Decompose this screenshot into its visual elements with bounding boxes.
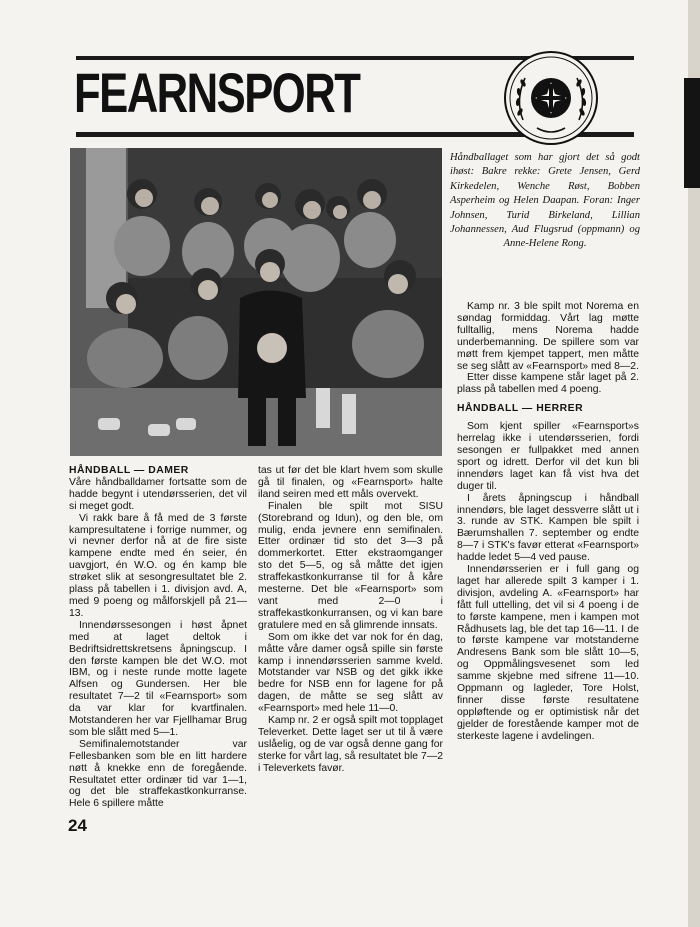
paragraph: Vi rakk bare å få med de 3 første kampresultatene i forrige nummer, og vi nevner derfor nå at de fire siste kampene endte med én seier, én uavgjort, én W.O. og én kamp ble strøket slik at sesongresultatet ble 2. plass på tabellen i 1. divisjon avd. A, med 9 poeng og målforskjell på 21—13. [69, 512, 247, 619]
article-column-2 [258, 465, 443, 775]
paragraph: Etter disse kampene står laget på 2. plass på tabellen med 4 poeng. [457, 372, 639, 396]
paragraph: Kamp nr. 2 er også spilt mot topplaget Televerket. Dette laget ser ut til å være uslåelig, og de var også denne gang for sterke for vårt lag, så resultatet ble 7—2 i Televerkets favør. [258, 715, 444, 774]
paragraph: Semifinalemotstander var Fellesbanken som ble en litt hardere nøtt å knekke enn de foregående. Resultatet etter ordinær tid var 1—1, og det ble straffekastkonkurranse. Hele 6 spillere måtte [69, 738, 247, 810]
paragraph: Innendørsserien er i full gang og laget har allerede spilt 3 kamper i 1. divisjon, avdeling A. «Fearnsport» har fått full uttelling, det vil si 4 poeng i de to første kampene, men i kampen mot Rådhusets lag, ble det tap 16—11. I de to første kampene var motstanderne Andresens Bank som ble slått 10—5, og Oppmålingsvesenet som led samme skjebne med sifrene 11—10. Oppmann og lagleder, Tore Holst, finner disse første resultatene oppløftende og er optimistisk når det gjelder de forestående kamper mot de sterkeste lagene i avdelingen. [457, 564, 639, 742]
paragraph: Som kjent spiller «Fearnsport»s herrelag ikke i utendørsserien, fordi sesongen er fullpakket med annen sport og idrett. Derfor vil det kun bli innendørs laget kan få vist hva det duger til. [457, 421, 639, 492]
page-number: 24 [68, 816, 87, 835]
page-edge-shadow [684, 78, 700, 188]
paragraph: Som om ikke det var nok for én dag, måtte våre damer også spille sin første kamp i innendørsserien samme kveld. Motstander var NSB og det gikk ikke bedre for NSB enn for lagene for på dagen, de måtte se seg slått av «Fearnsport» med hele 11—0. [258, 631, 443, 715]
photo-caption: Håndballaget som har gjort det så godt ihøst: Bakre rekke: Grete Jensen, Gerd Kirkedelen, Wenche Røst, Bobben Asperheim og Helen Daapan. Foran: Inger Johnsen, Turid Birkeland, Lillian Johannessen, Aud Flugsrud (oppmann) og Anne-Helene Rong. [450, 152, 640, 250]
paragraph: tas ut før det ble klart hvem som skulle gå til finalen, og «Fearnsport» halte iland seiren med ett måls overvekt. [258, 465, 443, 500]
paragraph: I årets åpningscup i håndball innendørs, ble laget dessverre slått ut i 3. runde av STK. Kampen ble spilt i Bærumshallen 7. september og endte 8—7 i STK's favør etterat «Fearnsport» hadde ledet 5—4 ved pause. [457, 492, 639, 564]
article-column-1 [69, 465, 247, 810]
paragraph: Kamp nr. 3 ble spilt mot Norema en søndag formiddag. Vårt lag møtte fulltallig, mens Norema hadde underbemanning. De spillere som var møtt frem kjempet tappert, men måtte se seg slått av «Fearnsport» med 8—2. [457, 301, 639, 372]
team-photo [70, 148, 442, 456]
paragraph: Innendørssesongen i høst åpnet med at laget deltok i Bedriftsidrettskretsens åpningscup. I den første kampen ble det W.O. mot IBM, og i neste runde motte lagete Alfsen og Gundersen. Her ble resultatet 7—2 til «Fearnsport» som da var klar for kvartfinalen. Motstanderen her var Fjellhamar Brug som ble slått med 5—1. [69, 619, 247, 738]
section-heading-damer: HÅNDBALL — DAMER [69, 465, 189, 476]
masthead-title: FEARNSPORT [74, 61, 360, 124]
section-heading-herrer: HÅNDBALL — HERRER [457, 403, 584, 415]
paragraph: Finalen ble spilt mot SISU (Storebrand og Idun), og den ble, om mulig, enda jevnere enn semifinalen. Etter ordinær tid sto det 3—3 på dommerkortet. Etter ekstraomganger sto det 5—5, og så måtte det igjen straffekastkonkurranse til for å kåre mesterne. Det ble «Fearnsport» som vant med 2—0 i straffekastkonkurransen, og vi kan bare gratulere med en så glimrende innsats. [258, 500, 443, 631]
paragraph: Våre håndballdamer fortsatte som de hadde begynt i utendørsserien, det vil si meget godt. [69, 476, 247, 512]
article-column-3 [457, 301, 639, 743]
club-emblem-icon [503, 50, 599, 146]
